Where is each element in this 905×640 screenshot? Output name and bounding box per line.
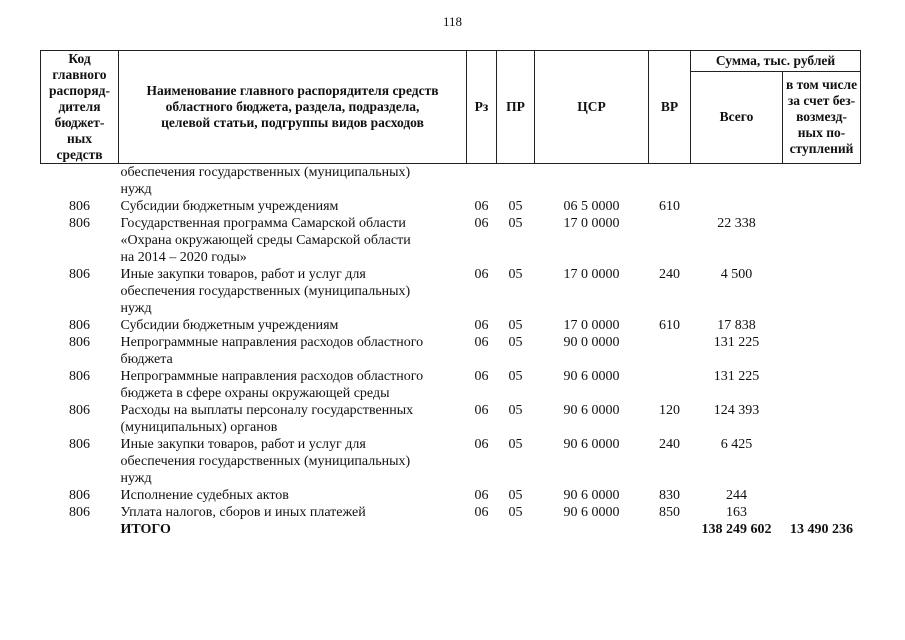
cell-name — [119, 436, 467, 487]
cell-pr: 05 — [508, 335, 523, 350]
cell-empty — [41, 521, 119, 538]
cell-empty — [497, 521, 535, 538]
name-line: (муниципальных) органов — [120, 420, 278, 435]
cell-free — [783, 402, 861, 436]
cell-rz: 06 — [474, 335, 489, 350]
cell-csr: 17 0 0000 — [563, 318, 620, 333]
cell-vr: 120 — [659, 403, 680, 418]
cell-free — [783, 164, 861, 199]
cell-rz: 06 — [474, 267, 489, 282]
cell-rz: 06 — [474, 199, 489, 214]
cell-csr: 17 0 0000 — [563, 267, 620, 282]
cell-pr: 05 — [508, 369, 523, 384]
name-line: Уплата налогов, сборов и иных платежей — [120, 505, 366, 520]
header-name — [119, 51, 467, 164]
cell-csr: 90 0 0000 — [563, 335, 620, 350]
cell-total — [691, 164, 783, 199]
header-code — [41, 51, 119, 164]
cell-vr: 610 — [659, 318, 680, 333]
cell-code: 806 — [69, 369, 90, 384]
name-line: Иные закупки товаров, работ и услуг для — [120, 437, 366, 452]
cell-empty — [535, 521, 649, 538]
cell-pr: 05 — [508, 318, 523, 333]
header-sum-group: Сумма, тыс. рублей — [691, 51, 861, 72]
name-line: Иные закупки товаров, работ и услуг для — [120, 267, 366, 282]
grand-total-row — [41, 521, 861, 538]
name-line: Непрограммные направления расходов областного — [120, 335, 424, 350]
cell-rz: 06 — [474, 318, 489, 333]
name-line: Исполнение судебных актов — [120, 488, 289, 503]
cell-pr: 05 — [508, 437, 523, 452]
header-line: целевой статьи, подгруппы видов расходов — [161, 115, 424, 130]
name-line: «Охрана окружающей среды Самарской области — [120, 233, 411, 248]
cell-free — [783, 317, 861, 334]
budget-table — [40, 50, 861, 538]
header-csr: ЦСР — [535, 51, 649, 164]
cell-free — [783, 368, 861, 402]
cell-total: 4 500 — [720, 267, 753, 282]
cell-total: 17 838 — [717, 318, 756, 333]
header-line: областного бюджета, раздела, подраздела, — [165, 99, 420, 114]
header-line: ных — [66, 131, 93, 146]
header-pr: ПР — [497, 51, 535, 164]
name-line: нужд — [120, 182, 152, 197]
cell-empty — [467, 521, 497, 538]
cell-vr: 850 — [659, 505, 680, 520]
cell-name — [119, 198, 467, 215]
cell-name — [119, 487, 467, 504]
header-total: Всего — [691, 71, 783, 163]
cell-total: 131 225 — [713, 335, 760, 350]
cell-vr: 240 — [659, 267, 680, 282]
cell-name — [119, 266, 467, 317]
table-row — [41, 334, 861, 368]
cell-rz: 06 — [474, 488, 489, 503]
header-line: возмезд- — [796, 109, 847, 125]
name-line: нужд — [120, 471, 152, 486]
cell-pr: 05 — [508, 216, 523, 231]
cell-free — [783, 487, 861, 504]
header-line: бюджет- — [54, 115, 105, 130]
cell-rz: 06 — [474, 216, 489, 231]
cell-rz: 06 — [474, 369, 489, 384]
header-rz: Рз — [467, 51, 497, 164]
cell-pr: 05 — [508, 199, 523, 214]
name-line: обеспечения государственных (муниципальных) — [120, 284, 411, 299]
cell-vr: 240 — [659, 437, 680, 452]
cell-total: 163 — [726, 505, 747, 520]
cell-total: 22 338 — [717, 216, 756, 231]
cell-code: 806 — [69, 403, 90, 418]
cell-rz: 06 — [474, 437, 489, 452]
header-line: в том числе — [785, 77, 858, 93]
cell-rz — [467, 164, 497, 199]
cell-vr — [649, 334, 691, 368]
table-row — [41, 164, 861, 199]
grand-total-free: 13 490 236 — [790, 522, 853, 537]
cell-free — [783, 198, 861, 215]
cell-free — [783, 436, 861, 487]
table-row — [41, 436, 861, 487]
cell-csr: 17 0 0000 — [563, 216, 620, 231]
cell-name — [119, 317, 467, 334]
cell-code: 806 — [69, 318, 90, 333]
header-line: дителя — [58, 99, 101, 114]
cell-total: 6 425 — [720, 437, 753, 452]
header-line: ных по- — [797, 125, 846, 141]
cell-code: 806 — [69, 267, 90, 282]
header-free-text — [785, 77, 858, 157]
header-line: распоряд- — [49, 83, 110, 98]
table-row — [41, 487, 861, 504]
name-line: обеспечения государственных (муниципальных) — [120, 165, 411, 180]
name-line: обеспечения государственных (муниципальных) — [120, 454, 411, 469]
cell-vr — [649, 368, 691, 402]
cell-free — [783, 504, 861, 521]
cell-free — [783, 266, 861, 317]
cell-vr — [649, 164, 691, 199]
name-line: Субсидии бюджетным учреждениям — [120, 199, 339, 214]
cell-total — [691, 198, 783, 215]
cell-code: 806 — [69, 335, 90, 350]
table-header — [41, 51, 861, 164]
cell-pr: 05 — [508, 403, 523, 418]
table-row — [41, 266, 861, 317]
grand-total-label: ИТОГО — [120, 522, 171, 537]
header-line: ступлений — [789, 141, 854, 157]
cell-code — [41, 164, 119, 199]
cell-name — [119, 334, 467, 368]
name-line: Государственная программа Самарской области — [120, 216, 406, 231]
cell-name — [119, 504, 467, 521]
table-row — [41, 504, 861, 521]
header-line: Наименование главного распорядителя средств — [146, 83, 439, 98]
header-free — [783, 71, 861, 163]
name-line: на 2014 – 2020 годы» — [120, 250, 247, 265]
name-line: нужд — [120, 301, 152, 316]
cell-name — [119, 368, 467, 402]
name-line: Субсидии бюджетным учреждениям — [120, 318, 339, 333]
cell-vr: 610 — [659, 199, 680, 214]
cell-empty — [649, 521, 691, 538]
cell-total: 244 — [726, 488, 747, 503]
cell-free — [783, 334, 861, 368]
header-line: главного — [52, 67, 107, 82]
table-row — [41, 317, 861, 334]
table-row — [41, 198, 861, 215]
name-line: Расходы на выплаты персоналу государственных — [120, 403, 414, 418]
header-name-text — [121, 83, 464, 131]
cell-csr — [535, 164, 649, 199]
cell-rz: 06 — [474, 505, 489, 520]
cell-csr: 90 6 0000 — [563, 437, 620, 452]
table-body — [41, 164, 861, 539]
cell-csr: 90 6 0000 — [563, 488, 620, 503]
header-line: Код — [68, 51, 91, 66]
cell-rz: 06 — [474, 403, 489, 418]
cell-vr — [649, 215, 691, 266]
cell-code: 806 — [69, 199, 90, 214]
name-line: Непрограммные направления расходов областного — [120, 369, 424, 384]
grand-total-sum: 138 249 602 — [701, 522, 772, 537]
header-vr: ВР — [649, 51, 691, 164]
cell-total: 131 225 — [713, 369, 760, 384]
cell-csr: 90 6 0000 — [563, 369, 620, 384]
table-row — [41, 368, 861, 402]
cell-free — [783, 215, 861, 266]
cell-name — [119, 164, 467, 199]
cell-code: 806 — [69, 437, 90, 452]
table-row — [41, 402, 861, 436]
cell-csr: 06 5 0000 — [563, 199, 620, 214]
cell-csr: 90 6 0000 — [563, 505, 620, 520]
header-code-text — [43, 51, 116, 163]
cell-pr: 05 — [508, 488, 523, 503]
header-line: средств — [56, 147, 103, 162]
cell-pr: 05 — [508, 267, 523, 282]
cell-name — [119, 215, 467, 266]
table-row — [41, 215, 861, 266]
header-line: за счет без- — [787, 93, 856, 109]
cell-pr: 05 — [508, 505, 523, 520]
name-line: бюджета в сфере охраны окружающей среды — [120, 386, 390, 401]
cell-name — [119, 402, 467, 436]
cell-vr: 830 — [659, 488, 680, 503]
cell-pr — [497, 164, 535, 199]
cell-code: 806 — [69, 505, 90, 520]
name-line: бюджета — [120, 352, 173, 367]
cell-csr: 90 6 0000 — [563, 403, 620, 418]
cell-total: 124 393 — [713, 403, 760, 418]
cell-code: 806 — [69, 488, 90, 503]
cell-code: 806 — [69, 216, 90, 231]
page-number: 118 — [442, 14, 463, 29]
